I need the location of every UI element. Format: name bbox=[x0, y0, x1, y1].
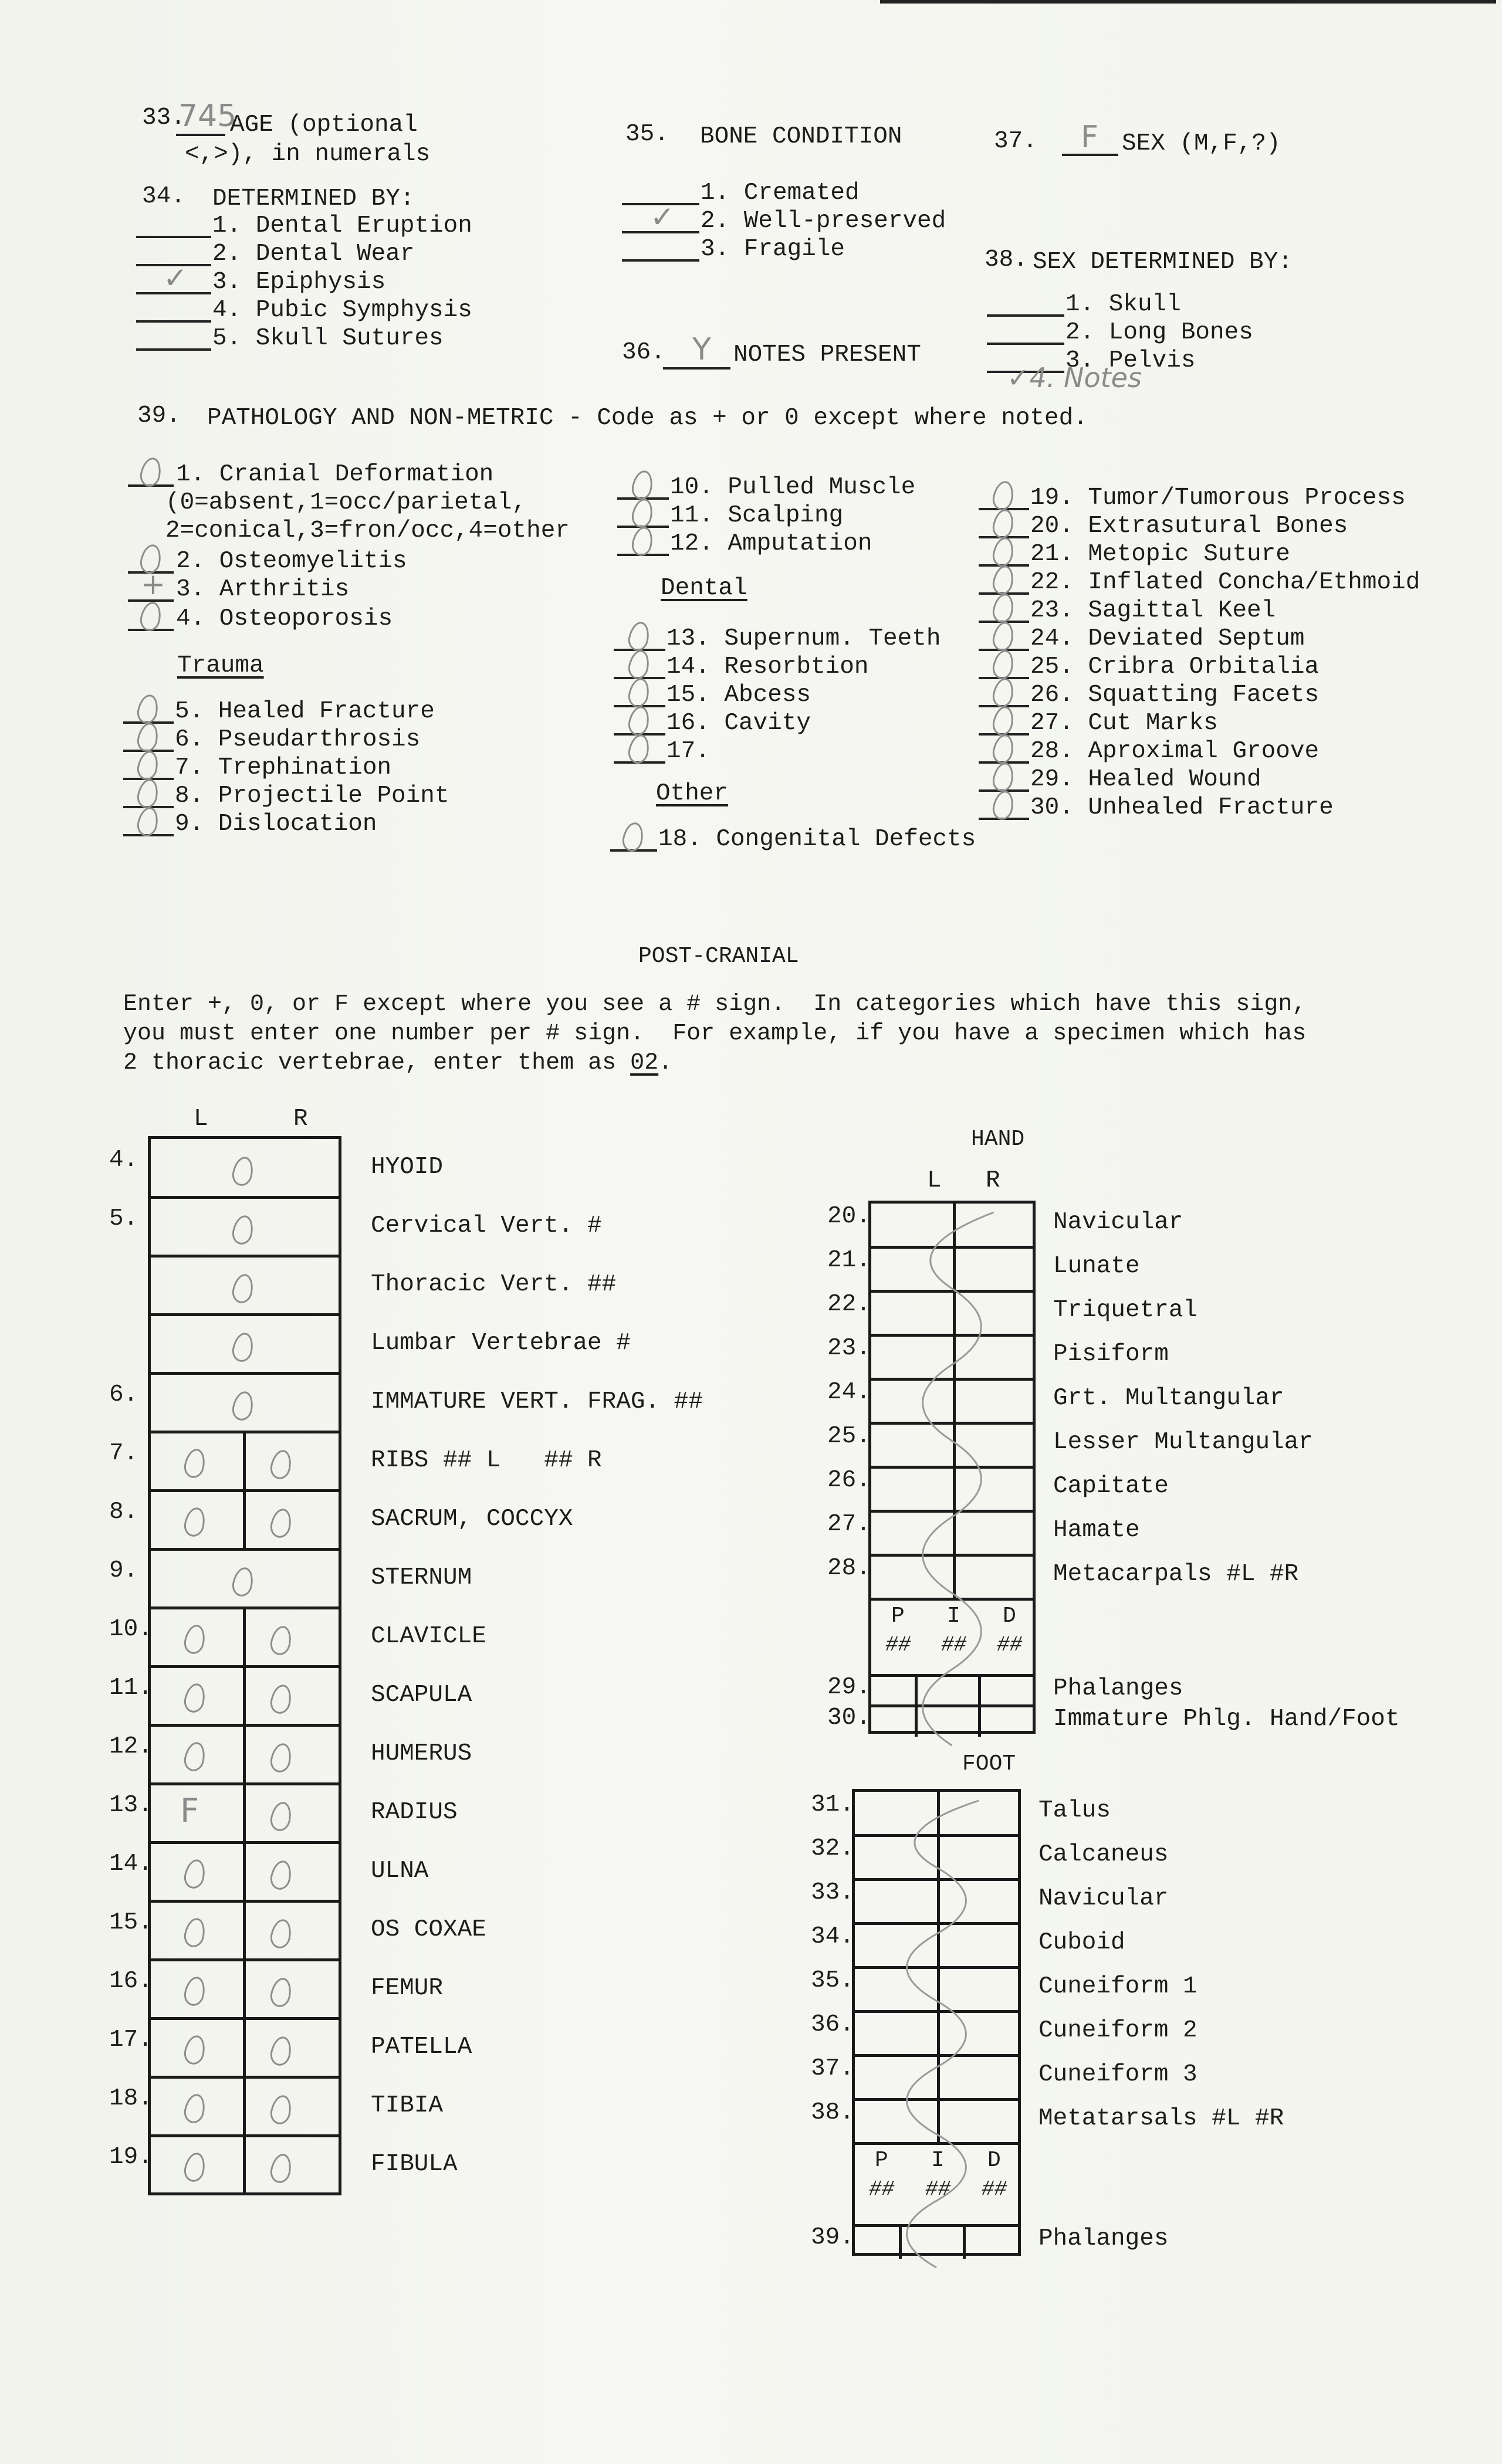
hand-col-R: R bbox=[986, 1167, 1000, 1194]
instructions-line-3 bbox=[123, 1050, 672, 1077]
option-label: 24. Deviated Septum bbox=[1030, 625, 1305, 652]
pid-label: I bbox=[947, 1604, 960, 1629]
left-value bbox=[182, 1682, 208, 1714]
row-number: 16. bbox=[109, 1968, 153, 1995]
row-number: 21. bbox=[827, 1247, 871, 1274]
row-number: 14. bbox=[109, 1850, 153, 1877]
postcranial-row[interactable] bbox=[151, 1256, 339, 1315]
row-number: 19. bbox=[109, 2144, 153, 2171]
instructions-line-2: you must enter one number per # sign. For example, if you have a specimen which has bbox=[123, 1021, 1307, 1047]
postcranial-col-L: L bbox=[194, 1106, 208, 1133]
option-label: 6. Pseudarthrosis bbox=[175, 726, 421, 753]
row-number: 27. bbox=[827, 1511, 871, 1538]
option-label: (0=absent,1=occ/parietal, bbox=[165, 489, 527, 516]
answer-mark bbox=[990, 564, 1016, 596]
squiggle-path bbox=[907, 1801, 979, 2268]
instructions-line-3-text: 2 thoracic vertebrae, enter them as bbox=[123, 1050, 631, 1076]
option-label: 4. Osteoporosis bbox=[176, 605, 393, 632]
right-value bbox=[268, 1507, 294, 1540]
pid-hash: ## bbox=[941, 1633, 967, 1657]
hand-col-L: L bbox=[927, 1167, 942, 1194]
row-label: Pisiform bbox=[1053, 1341, 1169, 1368]
answer-mark-text bbox=[998, 622, 999, 623]
answer-mark-text bbox=[998, 791, 999, 792]
notes-present-value: Y bbox=[692, 332, 711, 367]
option-label: 2. Well-preserved bbox=[701, 208, 946, 235]
right-value bbox=[268, 1800, 294, 1833]
row-number: 33. bbox=[811, 1879, 854, 1906]
option-label: 16. Cavity bbox=[667, 710, 811, 737]
age-value: 745 bbox=[178, 99, 237, 134]
row-number: 9. bbox=[109, 1557, 138, 1584]
postcranial-row[interactable] bbox=[151, 1784, 339, 1843]
cell-value bbox=[230, 1155, 256, 1188]
row-label: PATELLA bbox=[371, 2033, 472, 2060]
row-label: Talus bbox=[1038, 1797, 1111, 1824]
hand-heading: HAND bbox=[971, 1127, 1025, 1152]
option-label: 10. Pulled Muscle bbox=[670, 474, 916, 501]
row-number: 31. bbox=[811, 1791, 854, 1818]
answer-blank[interactable] bbox=[136, 320, 211, 323]
right-value bbox=[268, 1917, 294, 1950]
answer-mark bbox=[630, 525, 655, 558]
postcranial-row[interactable] bbox=[151, 1843, 339, 1902]
option-label: 22. Inflated Concha/Ethmoid bbox=[1030, 569, 1420, 596]
row-label: Capitate bbox=[1053, 1473, 1169, 1500]
row-number: 34. bbox=[811, 1923, 854, 1950]
option-label: 23. Sagittal Keel bbox=[1030, 597, 1276, 624]
answer-mark bbox=[990, 761, 1016, 794]
right-value bbox=[268, 1976, 294, 2009]
row-label: Immature Phlg. Hand/Foot bbox=[1053, 1706, 1400, 1733]
answer-mark bbox=[990, 535, 1016, 568]
row-number: 6. bbox=[109, 1381, 138, 1408]
postcranial-col-R: R bbox=[293, 1106, 308, 1133]
left-value bbox=[182, 1916, 208, 1949]
postcranial-row[interactable] bbox=[151, 1139, 339, 1198]
row-label: Triquetral bbox=[1053, 1297, 1198, 1324]
answer-mark bbox=[626, 733, 652, 765]
row-label: Phalanges bbox=[1038, 2225, 1169, 2252]
q36-number: 36. bbox=[622, 339, 665, 366]
right-value bbox=[268, 2093, 294, 2126]
answer-mark-text bbox=[998, 763, 999, 764]
row-number: 10. bbox=[109, 1616, 153, 1643]
answer-mark bbox=[990, 507, 1016, 540]
postcranial-row[interactable] bbox=[151, 2019, 339, 2077]
example-end: . bbox=[658, 1050, 673, 1076]
postcranial-row[interactable] bbox=[151, 2077, 339, 2136]
row-number: 8. bbox=[109, 1499, 138, 1526]
row-number: 35. bbox=[811, 1967, 854, 1994]
option-label: 27. Cut Marks bbox=[1030, 710, 1218, 737]
instructions-line-1: Enter +, 0, or F except where you see a # sign. In categories which have this sign, bbox=[123, 991, 1307, 1018]
option-label: 11. Scalping bbox=[670, 502, 844, 529]
column-divider bbox=[243, 1843, 246, 1902]
row-label: Cuboid bbox=[1038, 1929, 1125, 1956]
right-value bbox=[268, 1859, 294, 1892]
answer-mark bbox=[990, 648, 1016, 681]
row-label: RIBS ## L ## R bbox=[371, 1447, 602, 1474]
row-label: OS COXAE bbox=[371, 1916, 486, 1943]
column-divider bbox=[243, 1902, 246, 1960]
answer-blank[interactable] bbox=[622, 259, 699, 262]
left-value: F bbox=[180, 1792, 199, 1830]
option-label: 1. Dental Eruption bbox=[212, 212, 472, 239]
answer-mark-text bbox=[998, 735, 999, 736]
row-label: Lumbar Vertebrae # bbox=[371, 1330, 631, 1357]
answer-mark: ✓ bbox=[650, 200, 675, 234]
pid-label: P bbox=[875, 2148, 888, 2173]
row-label: Lunate bbox=[1053, 1253, 1140, 1280]
answer-mark-text bbox=[637, 527, 638, 528]
notes-present-field[interactable] bbox=[663, 367, 730, 370]
option-label: 1. Cremated bbox=[701, 179, 860, 206]
answer-mark bbox=[626, 620, 652, 653]
row-label: Navicular bbox=[1038, 1885, 1169, 1912]
answer-blank[interactable] bbox=[987, 314, 1064, 317]
pid-hash: ## bbox=[925, 2177, 951, 2201]
answer-mark bbox=[135, 805, 161, 838]
left-value bbox=[182, 1975, 208, 2008]
answer-mark: + bbox=[141, 567, 165, 601]
option-label: 3. Epiphysis bbox=[212, 269, 386, 296]
row-label: CLAVICLE bbox=[371, 1623, 486, 1650]
answer-mark bbox=[990, 676, 1016, 709]
option-label: 2. Long Bones bbox=[1065, 319, 1253, 346]
option-label: 30. Unhealed Fracture bbox=[1030, 794, 1334, 821]
column-divider bbox=[243, 1960, 246, 2019]
postcranial-row[interactable] bbox=[151, 1315, 339, 1374]
postcranial-row[interactable] bbox=[151, 1432, 339, 1491]
q39-title: PATHOLOGY AND NON-METRIC - Code as + or 0 except where noted. bbox=[207, 405, 1088, 432]
row-number: 12. bbox=[109, 1733, 153, 1760]
row-number: 30. bbox=[827, 1704, 871, 1731]
left-value bbox=[182, 2151, 208, 2184]
column-divider bbox=[243, 1608, 246, 1667]
row-label: FIBULA bbox=[371, 2151, 458, 2178]
option-label: 3. Fragile bbox=[701, 236, 845, 263]
option-label: 28. Aproximal Groove bbox=[1030, 738, 1320, 765]
answer-mark-text bbox=[998, 650, 999, 651]
answer-mark bbox=[135, 749, 161, 782]
right-value bbox=[268, 2035, 294, 2068]
row-number: 13. bbox=[109, 1792, 153, 1819]
row-number: 26. bbox=[827, 1467, 871, 1494]
q39-number: 39. bbox=[137, 402, 181, 429]
row-label: ULNA bbox=[371, 1858, 429, 1885]
answer-blank[interactable] bbox=[987, 343, 1064, 345]
column-divider bbox=[243, 1667, 246, 1726]
option-label: 25. Cribra Orbitalia bbox=[1030, 653, 1320, 680]
answer-mark bbox=[990, 704, 1016, 737]
squiggle-path bbox=[923, 1212, 994, 1746]
example-value: 02 bbox=[630, 1050, 659, 1076]
row-number: 11. bbox=[109, 1675, 153, 1702]
option-label: 15. Abcess bbox=[667, 682, 811, 709]
row-label: Cuneiform 1 bbox=[1038, 1973, 1197, 2000]
row-number: 22. bbox=[827, 1291, 871, 1318]
row-label: HUMERUS bbox=[371, 1740, 472, 1767]
answer-mark-text bbox=[637, 499, 638, 500]
row-label: Cervical Vert. # bbox=[371, 1212, 602, 1239]
dental-heading: Dental bbox=[661, 575, 747, 602]
row-label: TIBIA bbox=[371, 2092, 444, 2119]
column-divider bbox=[243, 2077, 246, 2136]
pid-label: D bbox=[1003, 1604, 1016, 1629]
q33-label-1: AGE (optional bbox=[230, 111, 418, 138]
row-label: FEMUR bbox=[371, 1975, 444, 2002]
scan-edge bbox=[880, 0, 1496, 4]
postcranial-row[interactable] bbox=[151, 2136, 339, 2195]
q33-number: 33. bbox=[142, 104, 185, 131]
postcranial-row[interactable] bbox=[151, 1198, 339, 1256]
option-label: 7. Trephination bbox=[175, 754, 392, 781]
left-value bbox=[182, 2092, 208, 2125]
option-label: 14. Resorbtion bbox=[667, 653, 869, 680]
q37-number: 37. bbox=[994, 128, 1037, 155]
left-value bbox=[182, 1623, 208, 1656]
row-label: Grt. Multangular bbox=[1053, 1385, 1284, 1412]
column-divider bbox=[243, 1432, 246, 1491]
answer-mark-text bbox=[998, 594, 999, 595]
row-label: SACRUM, COCCYX bbox=[371, 1506, 573, 1533]
answer-mark bbox=[630, 497, 655, 530]
option-label: 4. Pubic Symphysis bbox=[212, 297, 472, 324]
row-number: 18. bbox=[109, 2085, 153, 2112]
pid-label: I bbox=[931, 2148, 945, 2173]
answer-mark bbox=[990, 620, 1016, 653]
left-value bbox=[182, 1506, 208, 1538]
row-number: 7. bbox=[109, 1440, 138, 1467]
row-label: Thoracic Vert. ## bbox=[371, 1271, 617, 1298]
row-label: IMMATURE VERT. FRAG. ## bbox=[371, 1388, 703, 1415]
option-label: 5. Healed Fracture bbox=[175, 698, 435, 725]
option-label: 9. Dislocation bbox=[175, 811, 377, 838]
option-label: 13. Supernum. Teeth bbox=[667, 625, 941, 652]
row-number: 4. bbox=[109, 1147, 138, 1174]
row-label: Cuneiform 2 bbox=[1038, 2017, 1197, 2044]
pencil-squiggle-mark bbox=[868, 1201, 1036, 1734]
q33-label-2: <,>), in numerals bbox=[185, 141, 431, 168]
row-number: 28. bbox=[827, 1555, 871, 1582]
right-value bbox=[268, 2152, 294, 2185]
column-divider bbox=[243, 2136, 246, 2195]
row-number: 20. bbox=[827, 1203, 871, 1230]
answer-mark bbox=[620, 821, 646, 853]
option-label: 12. Amputation bbox=[670, 530, 872, 557]
option-label: 1. Skull bbox=[1065, 291, 1181, 318]
pid-label: P bbox=[891, 1604, 905, 1629]
option-label: 2=conical,3=fron/occ,4=other bbox=[165, 517, 570, 544]
answer-mark-text bbox=[637, 471, 638, 472]
cell-value bbox=[230, 1272, 256, 1305]
q37-label: SEX (M,F,?) bbox=[1122, 130, 1281, 157]
row-label: Hamate bbox=[1053, 1517, 1140, 1544]
row-number: 29. bbox=[827, 1674, 871, 1701]
row-number: 32. bbox=[811, 1835, 854, 1862]
option-label: 2. Osteomyelitis bbox=[176, 548, 407, 575]
cell-value bbox=[230, 1214, 256, 1246]
option-label: 2. Dental Wear bbox=[212, 240, 415, 267]
q36-label: NOTES PRESENT bbox=[733, 341, 921, 368]
answer-mark bbox=[626, 648, 652, 681]
row-label: Calcaneus bbox=[1038, 1841, 1169, 1868]
option-label: 1. Cranial Deformation bbox=[176, 461, 494, 488]
q38-number: 38. bbox=[985, 246, 1028, 273]
left-value bbox=[182, 2033, 208, 2066]
trauma-heading: Trauma bbox=[177, 652, 264, 679]
postcranial-row[interactable] bbox=[151, 1960, 339, 2019]
row-number: 17. bbox=[109, 2026, 153, 2053]
answer-mark bbox=[135, 721, 161, 754]
answer-mark bbox=[138, 600, 164, 633]
pid-label: D bbox=[987, 2148, 1001, 2173]
row-number: 15. bbox=[109, 1909, 153, 1936]
answer-mark bbox=[990, 479, 1016, 512]
option-label: 3. Pelvis bbox=[1065, 347, 1196, 374]
left-value bbox=[182, 1740, 208, 1773]
answer-mark bbox=[626, 704, 652, 737]
column-divider bbox=[243, 1784, 246, 1843]
left-value bbox=[182, 1858, 208, 1890]
answer-blank[interactable] bbox=[136, 236, 211, 238]
answer-mark bbox=[626, 676, 652, 709]
column-divider bbox=[243, 1491, 246, 1550]
age-field[interactable] bbox=[176, 134, 225, 136]
pid-hash: ## bbox=[982, 2177, 1007, 2201]
other-heading: Other bbox=[656, 780, 729, 807]
postcranial-row[interactable] bbox=[151, 1374, 339, 1432]
row-number: 38. bbox=[811, 2099, 854, 2126]
option-label: 29. Healed Wound bbox=[1030, 766, 1261, 793]
q34-number: 34. bbox=[142, 183, 185, 210]
option-label: 20. Extrasutural Bones bbox=[1030, 513, 1348, 540]
row-label: Phalanges bbox=[1053, 1675, 1183, 1702]
option-label: 5. Skull Sutures bbox=[212, 325, 444, 352]
pid-hash: ## bbox=[885, 1633, 911, 1657]
row-number: 39. bbox=[811, 2224, 854, 2251]
answer-mark: ✓ bbox=[163, 261, 188, 295]
answer-mark bbox=[138, 456, 164, 489]
q38-title: SEX DETERMINED BY: bbox=[1033, 249, 1293, 276]
q35-title: BONE CONDITION bbox=[700, 123, 902, 150]
answer-mark bbox=[990, 789, 1016, 822]
row-label: RADIUS bbox=[371, 1799, 458, 1826]
right-value bbox=[268, 1741, 294, 1774]
q34-title: DETERMINED BY: bbox=[212, 185, 415, 212]
row-number: 23. bbox=[827, 1335, 871, 1362]
right-value bbox=[268, 1683, 294, 1716]
postcranial-row[interactable] bbox=[151, 1491, 339, 1550]
row-label: Cuneiform 3 bbox=[1038, 2061, 1197, 2088]
right-value bbox=[268, 1624, 294, 1657]
row-number: 24. bbox=[827, 1379, 871, 1406]
answer-mark bbox=[135, 777, 161, 810]
foot-heading: FOOT bbox=[962, 1751, 1016, 1777]
option-label: 19. Tumor/Tumorous Process bbox=[1030, 484, 1406, 511]
postcranial-row[interactable] bbox=[151, 1902, 339, 1960]
answer-mark-text bbox=[998, 566, 999, 567]
option-label: 18. Congenital Defects bbox=[658, 826, 976, 853]
right-value bbox=[268, 1448, 294, 1481]
answer-mark bbox=[990, 733, 1016, 765]
row-label: Lesser Multangular bbox=[1053, 1429, 1313, 1456]
postcranial-row[interactable] bbox=[151, 1608, 339, 1667]
answer-blank[interactable] bbox=[136, 348, 211, 351]
column-divider bbox=[243, 2019, 246, 2077]
option-label: 21. Metopic Suture bbox=[1030, 541, 1290, 568]
answer-mark bbox=[135, 693, 161, 726]
left-value bbox=[182, 1447, 208, 1480]
option-label: 8. Projectile Point bbox=[175, 782, 449, 809]
postcranial-heading: POST-CRANIAL bbox=[638, 944, 799, 969]
row-number: 36. bbox=[811, 2011, 854, 2038]
cell-value bbox=[230, 1565, 256, 1598]
row-label: Metacarpals #L #R bbox=[1053, 1561, 1299, 1588]
row-label: SCAPULA bbox=[371, 1682, 472, 1709]
q38-handwritten-notes: ✓4. Notes bbox=[1007, 362, 1142, 394]
pid-hash: ## bbox=[997, 1633, 1023, 1657]
postcranial-row[interactable] bbox=[151, 1667, 339, 1726]
pid-hash: ## bbox=[869, 2177, 895, 2201]
row-number: 25. bbox=[827, 1423, 871, 1450]
q35-number: 35. bbox=[625, 121, 669, 148]
option-label: 26. Squatting Facets bbox=[1030, 682, 1320, 709]
postcranial-row[interactable] bbox=[151, 1550, 339, 1608]
answer-mark bbox=[630, 469, 655, 501]
row-label: HYOID bbox=[371, 1154, 444, 1181]
option-label: 17. bbox=[667, 738, 710, 765]
postcranial-row[interactable] bbox=[151, 1726, 339, 1784]
column-divider bbox=[243, 1726, 246, 1784]
row-label: STERNUM bbox=[371, 1564, 472, 1591]
row-number: 37. bbox=[811, 2055, 854, 2082]
row-label: Navicular bbox=[1053, 1209, 1183, 1236]
postcranial-table bbox=[148, 1136, 341, 2195]
option-label: 3. Arthritis bbox=[176, 576, 350, 603]
row-number: 5. bbox=[109, 1205, 138, 1232]
answer-mark bbox=[990, 592, 1016, 625]
sex-value: F bbox=[1081, 120, 1098, 155]
row-label: Metatarsals #L #R bbox=[1038, 2105, 1284, 2132]
pencil-squiggle-mark bbox=[852, 1789, 1021, 2256]
cell-value bbox=[230, 1389, 256, 1422]
cell-value bbox=[230, 1331, 256, 1364]
